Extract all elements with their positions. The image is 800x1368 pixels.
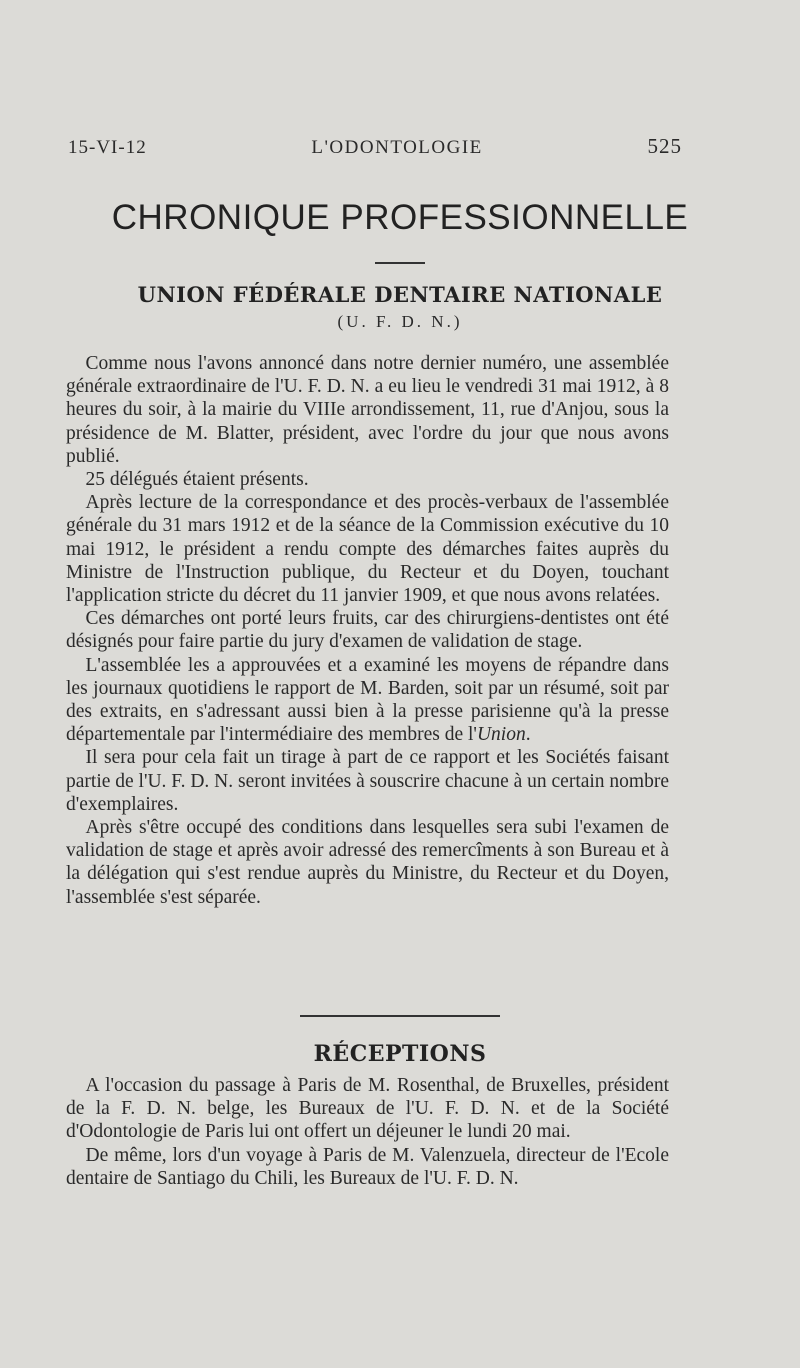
section-body-receptions — [66, 1074, 669, 1190]
paragraph: Ces démarches ont porté leurs fruits, car des chirurgiens-dentistes ont été désignés pour faire partie du jury d'examen de validation de stage. — [66, 608, 669, 653]
paragraph: Après lecture de la correspondance et des procès-verbaux de l'assemblée générale du 31 mars 1912 et de la séance de la Commission exécutive du 10 mai 1912, le président a rendu compte des démarches faites auprès du Ministre de l'Instruction publique, du Recteur et du Doyen, touchant l'application stricte du décret du 11 janvier 1909, et que nous avons relatées. — [66, 492, 669, 607]
journal-name: L'ODONTOLOGIE — [311, 137, 483, 158]
paragraph: Comme nous l'avons annoncé dans notre dernier numéro, une assemblée générale extraordinaire de l'U. F. D. N. a eu lieu le vendredi 31 mai 1912, à 8 heures du soir, à la mairie du VIIIe arrondissement, 11, rue d'Anjou, sous la présidence de M. Blatter, président, avec l'ordre du jour que nous avons publié. — [66, 353, 669, 467]
italic-union: Union — [476, 724, 526, 746]
paragraph: 25 délégués étaient présents. — [85, 469, 309, 491]
title-divider — [375, 262, 425, 264]
paragraph: A l'occasion du passage à Paris de M. Rosenthal, de Bruxelles, président de la F. D. N. belge, les Bureaux de l'U. F. D. N. et de la Société d'Odontologie de Paris lui ont offert un déjeuner le lundi 20 mai. — [66, 1075, 669, 1143]
section-divider — [300, 1015, 500, 1017]
main-title: CHRONIQUE PROFESSIONNELLE — [111, 198, 689, 237]
paragraph: Il sera pour cela fait un tirage à part de ce rapport et les Sociétés faisant partie de l'U. F. D. N. seront invitées à souscrire chacune à un certain nombre d'exemplaires. — [66, 747, 669, 815]
section-body-ufdn — [66, 352, 669, 909]
running-header — [68, 134, 682, 159]
section-subtitle-ufdn: (U. F. D. N.) — [337, 312, 463, 331]
section-title-receptions: RÉCEPTIONS — [313, 1041, 487, 1067]
paragraph: De même, lors d'un voyage à Paris de M. Valenzuela, directeur de l'Ecole dentaire de Santiago du Chili, les Bureaux de l'U. F. D. N. — [66, 1144, 669, 1189]
paragraph: Après s'être occupé des conditions dans lesquelles sera subi l'examen de validation de stage et après avoir adressé des remercîments à son Bureau et à la délégation qui s'est rendue auprès du Ministre, du Recteur et du Doyen, l'assemblée s'est séparée. — [66, 817, 669, 908]
page-number: 525 — [647, 134, 682, 158]
section-title-ufdn: UNION FÉDÉRALE DENTAIRE NATIONALE — [137, 282, 663, 307]
paragraph: L'assemblée les a approuvées et a examiné les moyens de répandre dans les journaux quotidiens le rapport de M. Barden, soit par un résumé, soit par des extraits, en s'adressant aussi bien à la presse parisienne qu'à la presse départementale par l'intermédiaire des membres de l'Union. — [66, 654, 669, 746]
issue-date: 15-VI-12 — [68, 137, 147, 158]
